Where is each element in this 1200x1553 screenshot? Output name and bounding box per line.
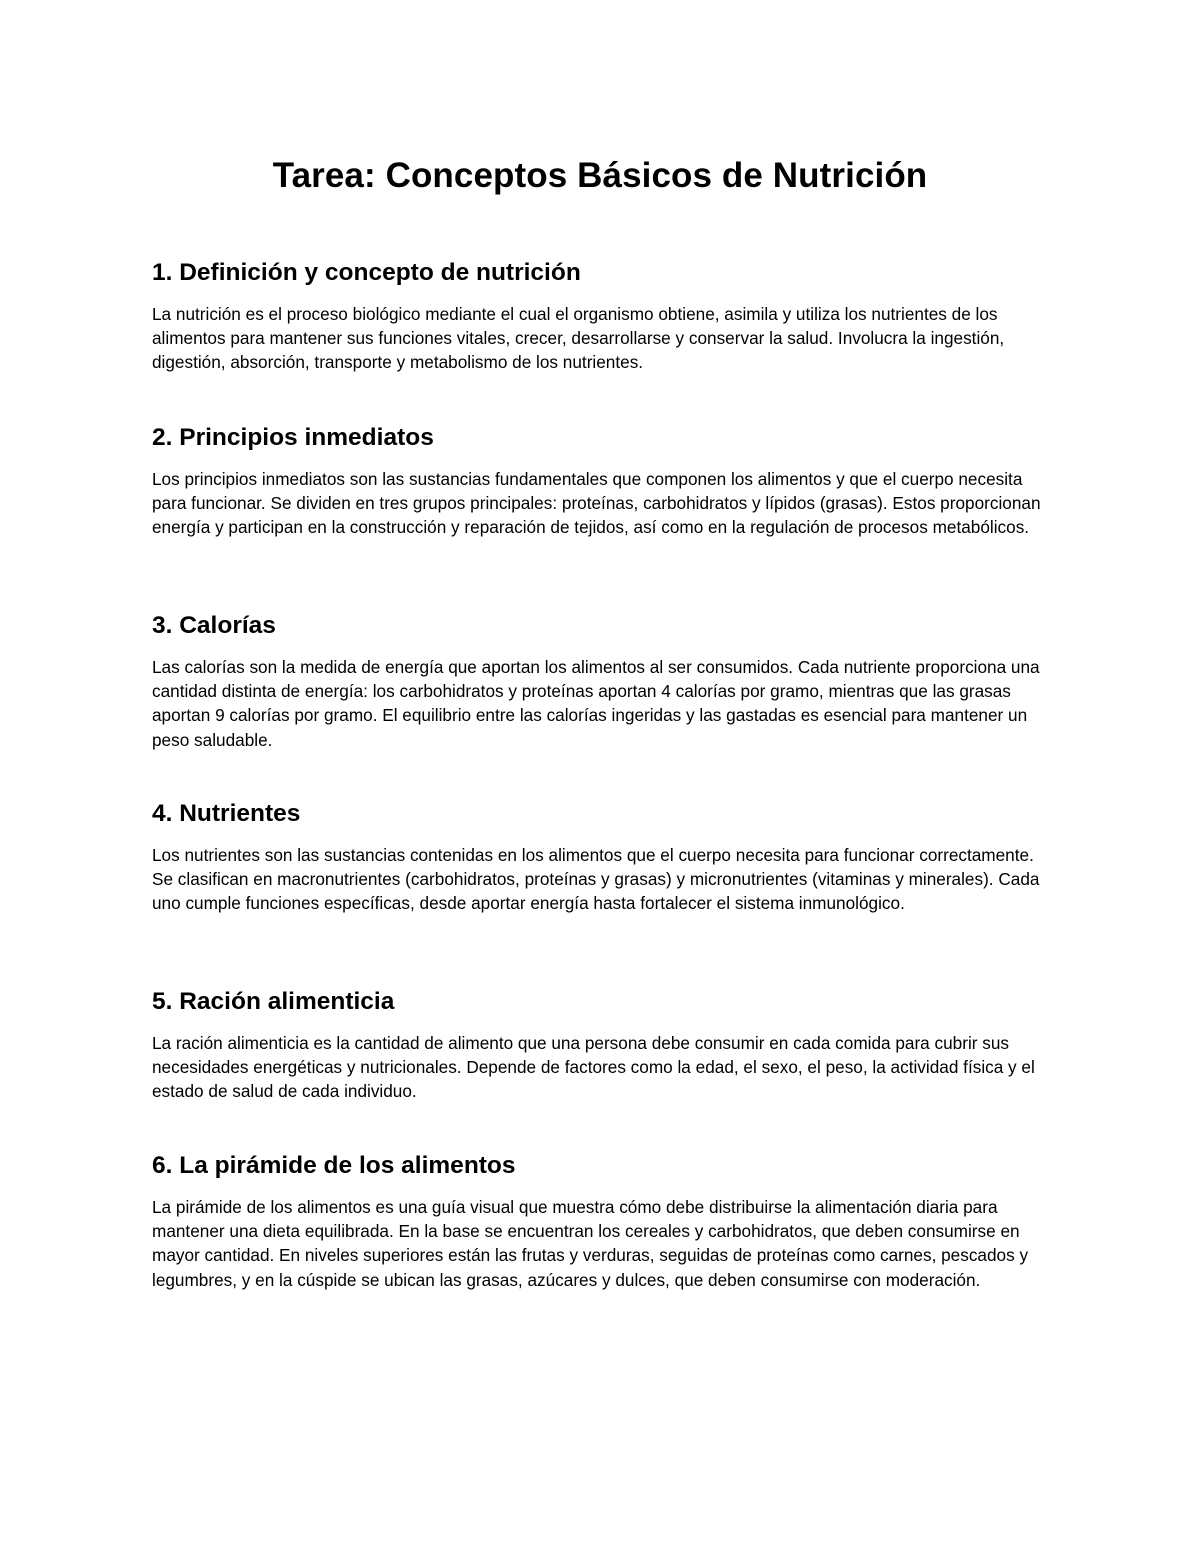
section-heading: 6. La pirámide de los alimentos — [152, 1152, 516, 1179]
section-heading: 2. Principios inmediatos — [152, 424, 434, 451]
document-title: Tarea: Conceptos Básicos de Nutrición — [272, 156, 928, 195]
section-heading: 4. Nutrientes — [152, 800, 301, 827]
section-definicion — [152, 256, 1052, 375]
section-piramide-alimentos — [152, 1149, 1052, 1292]
section-nutrientes — [152, 797, 1052, 916]
section-calorias — [152, 609, 1052, 752]
section-body: Los principios inmediatos son las sustancias fundamentales que componen los alimentos y que el cuerpo necesita para funcionar. Se dividen en tres grupos principales: proteínas, carbohidratos y lípidos (grasas). Estos proporcionan energía y participan en la construcción y reparación de tejidos, así como en la regulación de procesos metabólicos. — [152, 469, 1041, 538]
section-body: La nutrición es el proceso biológico mediante el cual el organismo obtiene, asimila y utiliza los nutrientes de los alimentos para mantener sus funciones vitales, crecer, desarrollarse y conservar la salud. Involucra la ingestión, digestión, absorción, transporte y metabolismo de los nutrientes. — [152, 304, 1005, 373]
section-principios-inmediatos — [152, 421, 1052, 540]
section-body: La pirámide de los alimentos es una guía visual que muestra cómo debe distribuirse la alimentación diaria para mantener una dieta equilibrada. En la base se encuentran los cereales y carbohidratos, que deben consumirse en mayor cantidad. En niveles superiores están las frutas y verduras, seguidas de proteínas como carnes, pescados y legumbres, y en la cúspide se ubican las grasas, azúcares y dulces, que deben consumirse con moderación. — [152, 1197, 1029, 1290]
section-body: Los nutrientes son las sustancias contenidas en los alimentos que el cuerpo necesita para funcionar correctamente. Se clasifican en macronutrientes (carbohidratos, proteínas y grasas) y micronutrientes (vitaminas y minerales). Cada uno cumple funciones específicas, desde aportar energía hasta fortalecer el sistema inmunológico. — [152, 845, 1040, 914]
section-racion-alimenticia — [152, 985, 1052, 1104]
section-body: La ración alimenticia es la cantidad de alimento que una persona debe consumir en cada comida para cubrir sus necesidades energéticas y nutricionales. Depende de factores como la edad, el sexo, el peso, la actividad física y el estado de salud de cada individuo. — [152, 1033, 1035, 1102]
section-heading: 1. Definición y concepto de nutrición — [152, 259, 581, 286]
section-body: Las calorías son la medida de energía que aportan los alimentos al ser consumidos. Cada nutriente proporciona una cantidad distinta de energía: los carbohidratos y proteínas aportan 4 calorías por gramo, mientras que las grasas aportan 9 calorías por gramo. El equilibrio entre las calorías ingeridas y las gastadas es esencial para mantener un peso saludable. — [152, 657, 1040, 750]
section-heading: 5. Ración alimenticia — [152, 988, 395, 1015]
section-heading: 3. Calorías — [152, 612, 276, 639]
